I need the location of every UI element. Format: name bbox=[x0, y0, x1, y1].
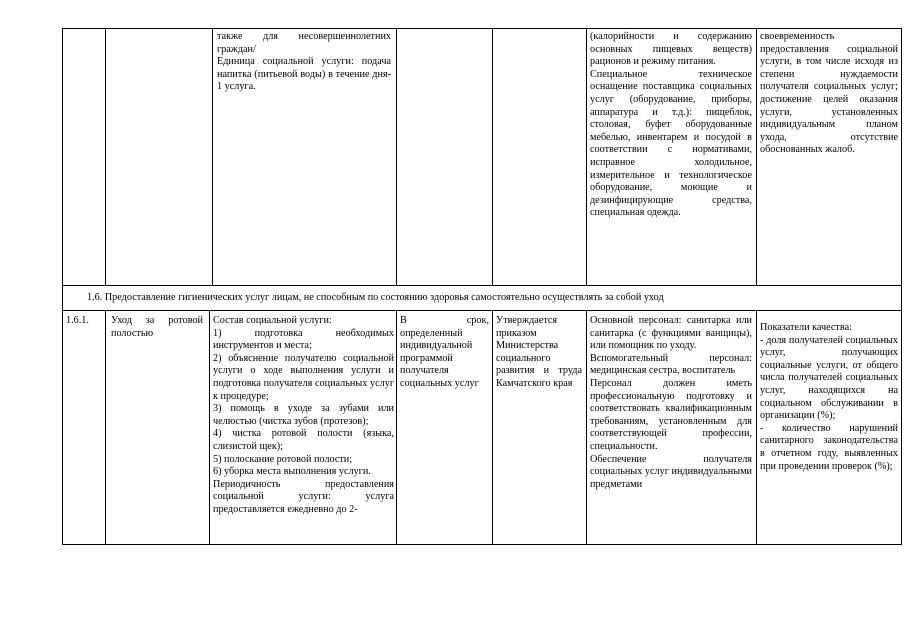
col-divider bbox=[396, 28, 397, 285]
col-divider bbox=[209, 310, 210, 545]
upper-service-text: также для несовершеннолетних граждан/ Единица социальной услуги: подача напитка (питьевой воды) в течение дня- 1 услуга. bbox=[217, 31, 391, 93]
col-divider bbox=[586, 310, 587, 545]
col-divider bbox=[492, 28, 493, 285]
row-divider-header bbox=[62, 310, 902, 311]
service-number: 1.6.1. bbox=[66, 315, 89, 326]
table-border-right bbox=[901, 28, 902, 545]
upper-indicators-text: своевременность предоставления социальной услуги, в том числе исходя из степени нуждаемости получателя социальных услуг; достижение целей оказания услуги, установленных индивидуальным планом ухода, отсутствие обоснованных жалоб. bbox=[760, 31, 898, 156]
table-border-top bbox=[62, 28, 902, 29]
col-divider bbox=[492, 310, 493, 545]
service-indicators: Показатели качества: - доля получателей социальных услуг, получающих социальные услуги, от общего числа получателей социальных услуг, находящихся на социальном обслуживании в организации (%); - количество нарушений санитарного законодательства в отчетном году, выявленных при проведении проверок (%); bbox=[760, 322, 898, 472]
service-content: Состав социальной услуги: 1) подготовка необходимых инструментов и места; 2) объяснение получателю социальной услуги о ходе выполнения услуги и подготовка получателя социальных услуг к процедуре; 3) помощь в уходе за зубами или челюстью (чистка зубов (протезов); 4) чистка ротовой полости (языка, слизистой щек); 5) полоскание ротовой полости; 6) уборка места выполнения услуги. Периодичность предоставления социальной услуги: услуга предоставляется ежедневно до 2- bbox=[213, 315, 394, 515]
service-term: В срок, определенный индивидуальной программой получателя социальных услуг bbox=[400, 315, 489, 389]
col-divider bbox=[105, 310, 106, 545]
section-header: 1.6. Предоставление гигиенических услуг лицам, не способным по состоянию здоровья самостоятельно осуществлять за собой уход bbox=[87, 292, 664, 303]
col-divider bbox=[105, 28, 106, 285]
col-divider bbox=[586, 28, 587, 285]
table-border-left bbox=[62, 28, 63, 545]
service-name: Уход за ротовой полостью bbox=[111, 315, 203, 339]
table-border-bottom bbox=[62, 544, 902, 545]
col-divider bbox=[756, 28, 757, 285]
col-divider bbox=[756, 310, 757, 545]
upper-conditions-text: (калорийности и содержанию основных пищевых веществ) рационов и режиму питания. Специальное техническое оснащение поставщика социальных услуг (оборудование, приборы, аппаратура и т.д.): пищеблок, столовая, буфет оборудованные мебелью, инвентарем и посудой в соответствии с нормативами, исправное холодильное, измерительное и технологическое оборудование, моющие и дезинфицирующие средства, специальная одежда. bbox=[590, 31, 752, 219]
col-divider bbox=[212, 28, 213, 285]
service-tariff: Утверждается приказом Министерства социального развития и труда Камчатского края bbox=[496, 315, 582, 389]
service-conditions: Основной персонал: санитарка или санитарка (с функциями ванщицы), или помощник по уходу. Вспомогательный персонал: медицинская сестра, воспитатель Персонал должен иметь профессиональную подготовку и соответствовать квалификационным требованиям, установленным для соответствующей профессии, специальности. Обеспечение получателя социальных услуг индивидуальными предметами bbox=[590, 315, 752, 490]
row-divider-upper bbox=[62, 285, 902, 286]
col-divider bbox=[396, 310, 397, 545]
